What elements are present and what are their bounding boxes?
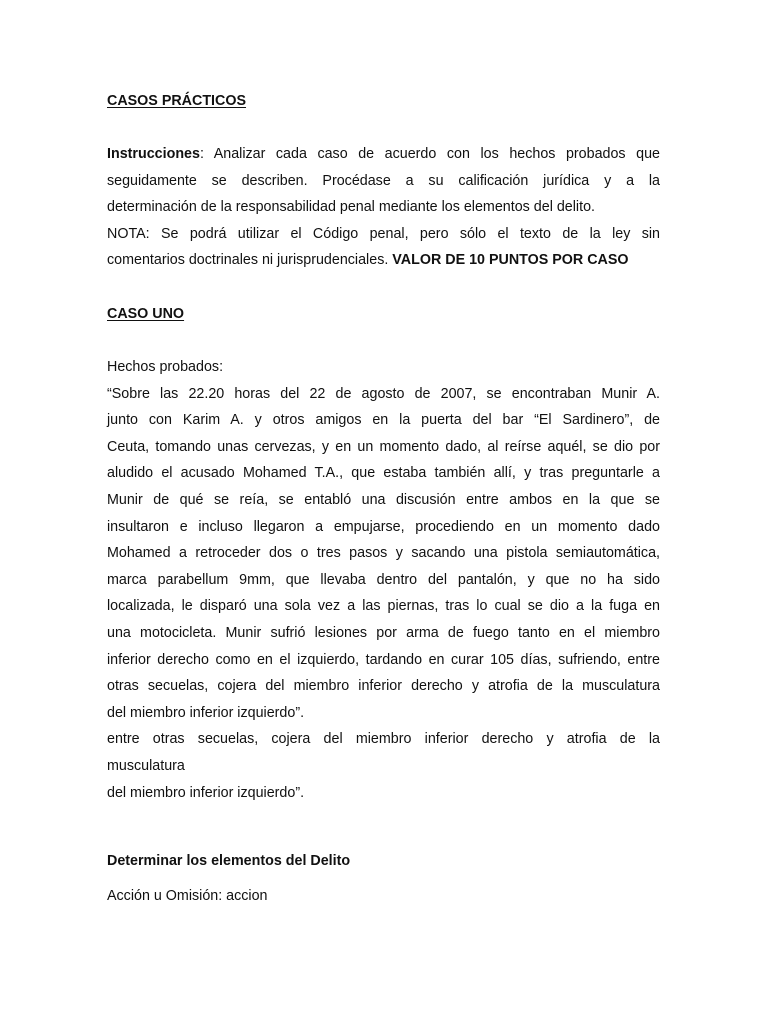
- facts-label: Hechos probados:: [107, 359, 224, 375]
- facts-line: del miembro inferior izquierdo”.: [107, 704, 305, 721]
- facts-line: musculatura: [107, 757, 185, 774]
- facts-line: Ceuta, tomando unas cervezas, y en un momento dado, al reírse aquél, se dio por: [107, 438, 660, 455]
- page-title-text: CASOS PRÁCTICOS: [107, 93, 247, 109]
- instructions-line-2: seguidamente se describen. Procédase a su calificación jurídica y a la: [107, 172, 660, 189]
- instructions-line-5: [107, 247, 660, 274]
- instructions-line-1: [107, 141, 660, 168]
- value-note: VALOR DE 10 PUNTOS POR CASO: [392, 252, 629, 269]
- case-one-heading-text: CASO UNO: [107, 306, 185, 322]
- instructions-line-3: determinación de la responsabilidad penal mediante los elementos del delito.: [107, 199, 595, 216]
- facts-line: Munir de qué se reía, se entabló una discusión entre ambos en la que se: [107, 491, 660, 508]
- facts-line: Mohamed a retroceder dos o tres pasos y sacando una pistola semiautomática,: [107, 545, 660, 562]
- elements-heading-text: Determinar los elementos del Delito: [107, 853, 351, 869]
- instructions-label: Instrucciones: [107, 146, 200, 162]
- facts-line: otras secuelas, cojera del miembro inferior derecho y atrofia de la musculatura: [107, 678, 660, 695]
- instructions-line-4: NOTA: Se podrá utilizar el Código penal, pero sólo el texto de la ley sin: [107, 225, 660, 242]
- facts-line: aludido el acusado Mohamed T.A., que estaba también allí, y tras preguntarle a: [107, 465, 660, 482]
- instructions-text: : Analizar cada caso de acuerdo con los hechos probados que: [199, 146, 660, 162]
- action-omission-text: Acción u Omisión: accion: [107, 888, 268, 904]
- facts-line: junto con Karim A. y otros amigos en la puerta del bar “El Sardinero”, de: [107, 412, 660, 429]
- facts-line: entre otras secuelas, cojera del miembro inferior derecho y atrofia de la: [107, 731, 660, 748]
- facts-line: una motocicleta. Munir sufrió lesiones por arma de fuego tanto en el miembro: [107, 624, 660, 641]
- facts-line: inferior derecho como en el izquierdo, tardando en curar 105 días, sufriendo, entre: [107, 651, 660, 668]
- facts-line: del miembro inferior izquierdo”.: [107, 784, 305, 801]
- page-title: [107, 88, 660, 114]
- case-one-heading: [107, 301, 660, 327]
- facts-line: “Sobre las 22.20 horas del 22 de agosto de 2007, se encontraban Munir A.: [107, 385, 660, 402]
- facts-line: insultaron e incluso llegaron a empujarse, procediendo en un momento dado: [107, 518, 660, 535]
- case-one-facts: [107, 354, 660, 806]
- instructions-last-text: comentarios doctrinales ni jurisprudenciales.: [107, 252, 393, 269]
- spacer: [107, 857, 660, 883]
- instructions-paragraph: [107, 141, 660, 274]
- facts-line: localizada, le disparó una sola vez a las piernas, tras lo cual se dio a la fuga en: [107, 598, 660, 615]
- action-omission-line: [107, 883, 660, 909]
- facts-line: marca parabellum 9mm, que llevaba dentro del pantalón, y que no ha sido: [107, 571, 660, 588]
